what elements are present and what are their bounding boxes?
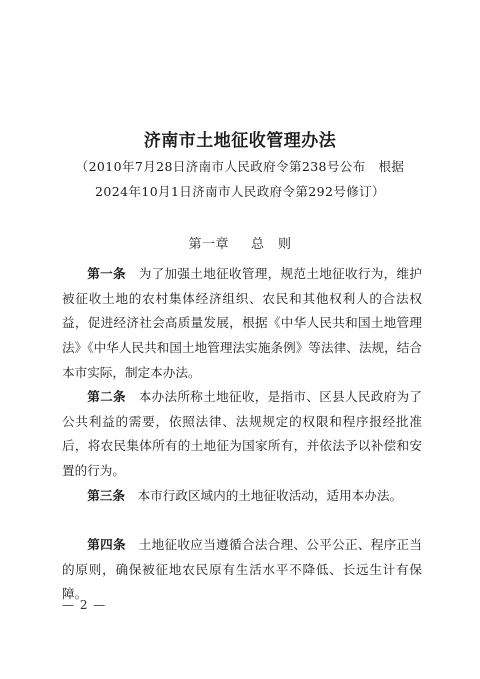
article-text: 为了加强土地征收管理，规范土地征收行为，维护被征收土地的农村集体经济组织、农民和其他权利人的合法权益，促进经济社会高质量发展，根据《中华人民共和国土地管理法》《中华人民共和国土地管理法实施条例》等法律、法规，结合本市实际，制定本办法。	[62, 266, 423, 380]
article-label: 第二条	[87, 389, 126, 404]
article-text: 土地征收应当遵循合法合理、公平公正、程序正当的原则，确保被征地农民原有生活水平不降低、长远生计有保障。	[62, 537, 423, 602]
document-subtitle-line-1: （2010年7月28日济南市人民政府令第238号公布 根据	[75, 159, 405, 174]
article-text: 本市行政区域内的土地征收活动，适用本办法。	[137, 488, 403, 503]
article-2	[62, 385, 422, 484]
chapter-name: 总 则	[251, 237, 292, 252]
page-number: — 2 —	[62, 598, 107, 612]
document-title: 济南市土地征收管理办法	[143, 131, 337, 151]
article-label: 第三条	[87, 488, 125, 503]
document-subtitle-line-2: 2024年10月1日济南市人民政府令第292号修订）	[95, 184, 385, 199]
article-3	[62, 484, 422, 509]
article-4	[62, 533, 422, 607]
article-1	[62, 262, 422, 386]
article-label: 第一条	[87, 266, 126, 281]
chapter-heading	[0, 233, 480, 252]
article-text: 本办法所称土地征收，是指市、区县人民政府为了公共利益的需要，依照法律、法规规定的权限和程序报经批准后，将农民集体所有的土地征为国家所有，并依法予以补偿和安置的行为。	[62, 389, 423, 479]
article-label: 第四条	[87, 537, 126, 552]
chapter-number: 第一章	[188, 237, 229, 252]
